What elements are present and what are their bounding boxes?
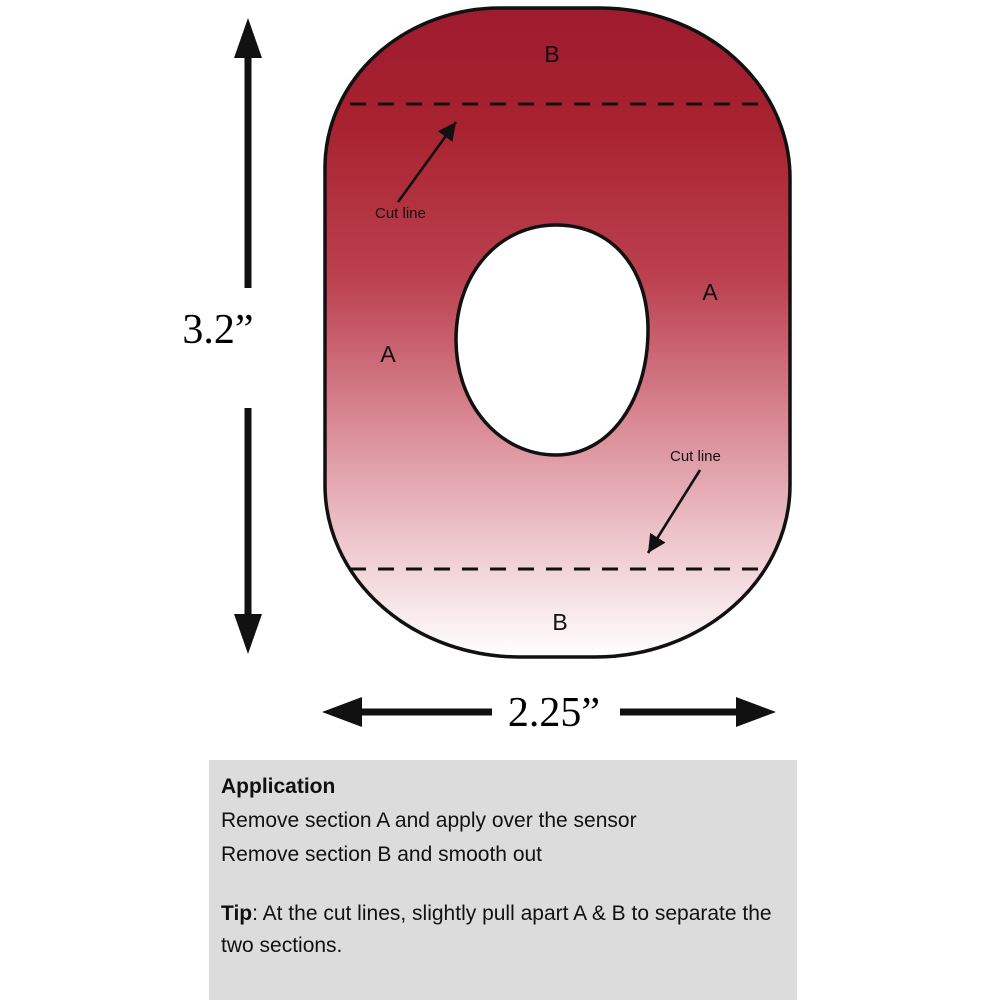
section-label-right-a: A — [702, 279, 718, 305]
height-dimension-label: 3.2” — [182, 307, 254, 353]
sensor-hole — [456, 225, 648, 455]
section-label-top-b: B — [544, 41, 560, 67]
cut-line-top-label: Cut line — [375, 205, 426, 222]
application-note-tip-text: : At the cut lines, slightly pull apart A & B to separate the two sections. — [221, 902, 772, 957]
application-note-line-1: Remove section A and apply over the sensor — [221, 809, 637, 833]
application-note-tip-label: Tip — [221, 902, 253, 926]
width-dimension — [322, 690, 776, 736]
application-note-line-2: Remove section B and smooth out — [221, 843, 543, 867]
width-dimension-label: 2.25” — [507, 690, 601, 736]
application-note-title: Application — [221, 775, 336, 798]
section-label-bottom-b: B — [552, 609, 568, 635]
cut-line-bottom-label: Cut line — [670, 448, 721, 465]
application-note-tip — [221, 898, 781, 961]
application-note-panel — [209, 760, 797, 1000]
height-dimension — [182, 18, 262, 654]
section-label-left-a: A — [380, 341, 396, 367]
